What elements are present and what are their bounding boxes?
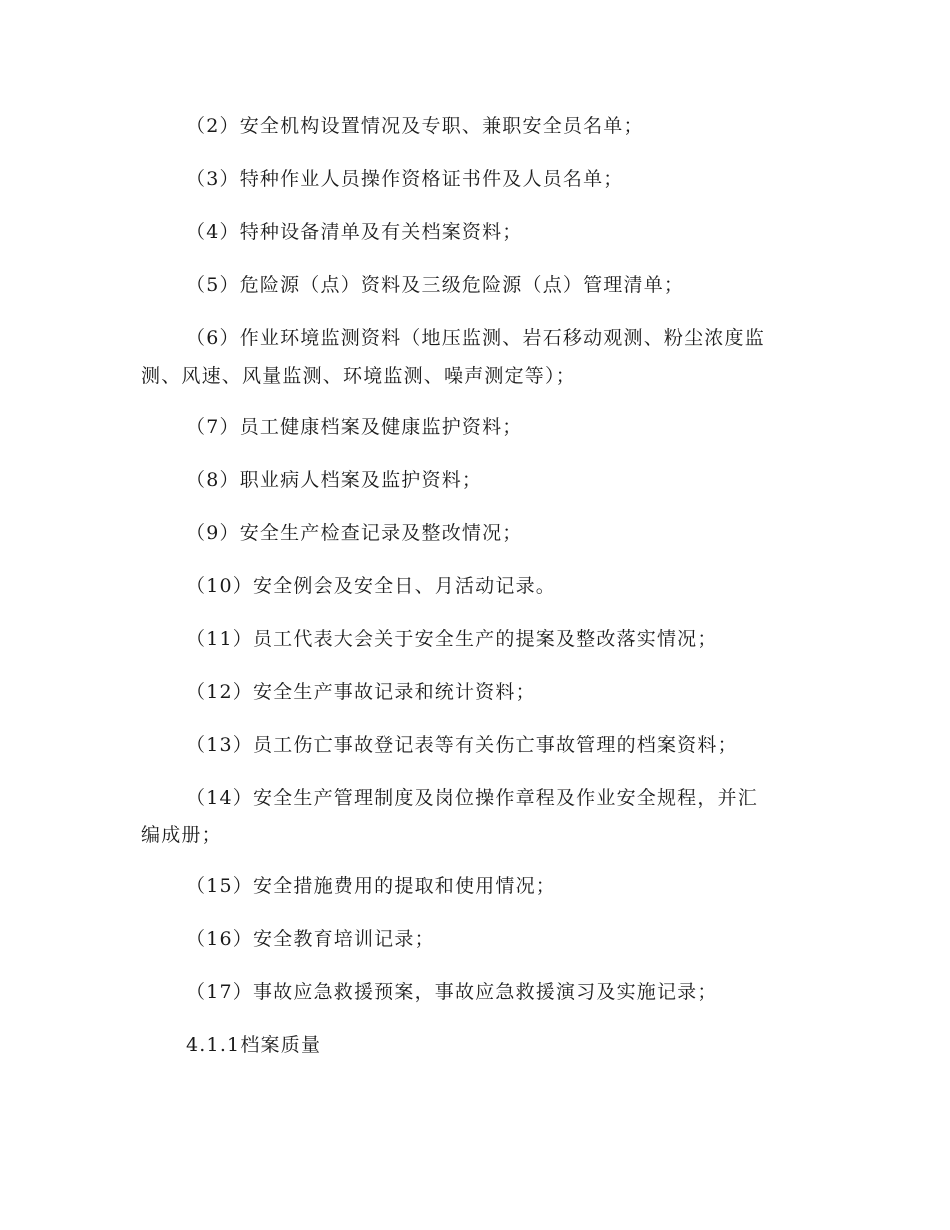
list-item-12: （12）安全生产事故记录和统计资料； (186, 681, 536, 703)
list-item-9: （9）安全生产检查记录及整改情况； (186, 522, 523, 544)
list-item-6-line-2: 测、风速、风量监测、环境监测、噪声测定等）； (141, 365, 576, 387)
list-item-7: （7）员工健康档案及健康监护资料； (186, 416, 523, 438)
list-item-4: （4）特种设备清单及有关档案资料； (186, 221, 523, 243)
list-item-2: （2）安全机构设置情况及专职、兼职安全员名单； (186, 115, 644, 137)
list-item-8: （8）职业病人档案及监护资料； (186, 469, 483, 491)
list-item-16: （16）安全教育培训记录； (186, 928, 435, 950)
list-item-15: （15）安全措施费用的提取和使用情况； (186, 875, 556, 897)
list-item-14-line-2: 编成册； (141, 824, 222, 846)
list-item-11: （11）员工代表大会关于安全生产的提案及整改落实情况； (186, 628, 718, 650)
list-item-5: （5）危险源（点）资料及三级危险源（点）管理清单； (186, 274, 685, 296)
list-item-3: （3）特种作业人员操作资格证书件及人员名单； (186, 168, 624, 190)
list-item-6-line-1: （6）作业环境监测资料（地压监测、岩石移动观测、粉尘浓度监 (186, 327, 765, 349)
list-item-14-line-1: （14）安全生产管理制度及岗位操作章程及作业安全规程，并汇 (186, 787, 758, 809)
section-heading: 4.1.1档案质量 (186, 1034, 322, 1056)
list-item-17: （17）事故应急救援预案，事故应急救援演习及实施记录； (186, 981, 718, 1003)
list-item-13: （13）员工伤亡事故登记表等有关伤亡事故管理的档案资料； (186, 734, 738, 756)
list-item-10: （10）安全例会及安全日、月活动记录。 (186, 575, 556, 597)
